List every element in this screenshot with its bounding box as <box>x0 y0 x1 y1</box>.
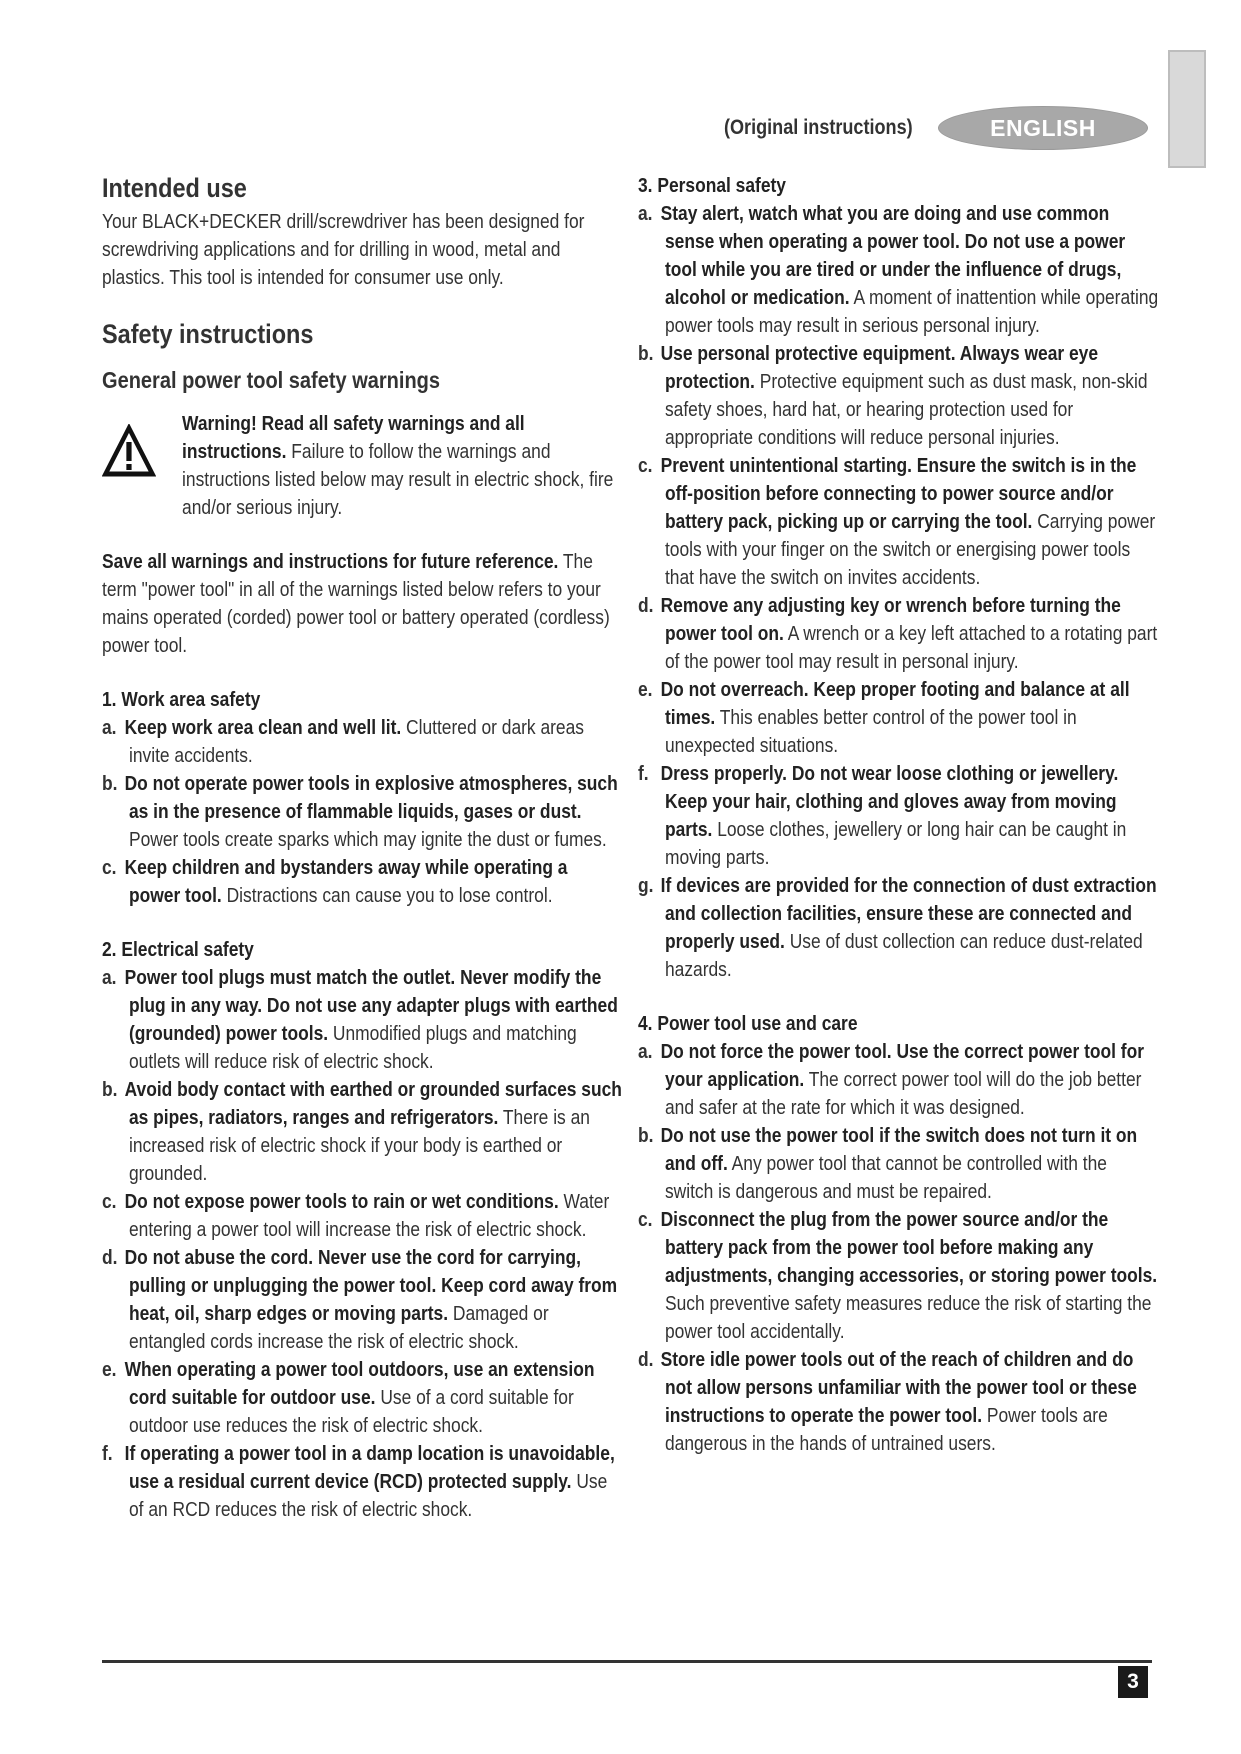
list-item: c. Do not expose power tools to rain or wet conditions. Water entering a power tool will increase the risk of electric shock. <box>102 1191 610 1241</box>
list-item: c. Prevent unintentional starting. Ensure the switch is in the off-position before connecting to power source and/or battery pack, picking up or carrying the tool. Carrying power tools with your finger on the switch or energising power tools that have the switch on invites accidents. <box>638 455 1156 589</box>
intended-use-text: Your BLACK+DECKER drill/screwdriver has been designed for screwdriving applications and for drilling in wood, metal and plastics. This tool is intended for consumer use only. <box>102 211 585 289</box>
language-badge: ENGLISH <box>938 106 1148 150</box>
general-warnings-heading: General power tool safety warnings <box>102 367 441 393</box>
list-item: a. Keep work area clean and well lit. Cluttered or dark areas invite accidents. <box>102 717 584 767</box>
left-column <box>102 172 622 1524</box>
electrical-safety-title: 2. Electrical safety <box>102 939 254 961</box>
side-language-tab <box>1168 50 1206 168</box>
list-item: d. Remove any adjusting key or wrench before turning the power tool on. A wrench or a key left attached to a rotating part of the power tool may result in personal injury. <box>638 595 1158 673</box>
list-item: b. Do not operate power tools in explosive atmospheres, such as in the presence of flammable liquids, gases or dust. Power tools create sparks which may ignite the dust or fumes. <box>102 773 618 851</box>
page-number: 3 <box>1118 1666 1148 1698</box>
warning-triangle-icon <box>102 410 182 522</box>
personal-safety-title: 3. Personal safety <box>638 175 786 197</box>
warning-block <box>102 410 622 522</box>
list-item: g. If devices are provided for the connection of dust extraction and collection facilities, ensure these are connected and properly used. Use of dust collection can reduce dust-related hazards. <box>638 875 1157 981</box>
page-header <box>724 104 1150 152</box>
original-instructions-label: (Original instructions) <box>724 116 913 139</box>
list-item: d. Store idle power tools out of the reach of children and do not allow persons unfamiliar with the power tool or these instructions to operate the power tool. Power tools are dangerous in the hands of untrained users. <box>638 1349 1137 1455</box>
list-item: f. If operating a power tool in a damp location is unavoidable, use a residual current device (RCD) protected supply. Use of an RCD reduces the risk of electric shock. <box>102 1443 615 1521</box>
save-instructions-text: Save all warnings and instructions for future reference. The term "power tool" in all of the warnings listed below refers to your mains operated (corded) power tool or battery operated (cordless) power tool. <box>102 551 610 657</box>
footer-divider <box>102 1660 1152 1663</box>
list-item: a. Stay alert, watch what you are doing and use common sense when operating a power tool. Do not use a power tool while you are tired or under the influence of drugs, alcohol or medication. A moment of inattention while operating power tools may result in serious personal injury. <box>638 203 1159 337</box>
list-item: f. Dress properly. Do not wear loose clothing or jewellery. Keep your hair, clothing and gloves away from moving parts. Loose clothes, jewellery or long hair can be caught in moving parts. <box>638 763 1127 869</box>
list-item: b. Do not use the power tool if the switch does not turn it on and off. Any power tool that cannot be controlled with the switch is dangerous and must be repaired. <box>638 1125 1138 1203</box>
list-item: e. Do not overreach. Keep proper footing and balance at all times. This enables better control of the power tool in unexpected situations. <box>638 679 1130 757</box>
list-item: d. Do not abuse the cord. Never use the cord for carrying, pulling or unplugging the power tool. Keep cord away from heat, oil, sharp edges or moving parts. Damaged or entangled cords increase the risk of electric shock. <box>102 1247 618 1353</box>
list-item: b. Avoid body contact with earthed or grounded surfaces such as pipes, radiators, ranges and refrigerators. There is an increased risk of electric shock if your body is earthed or grounded. <box>102 1079 622 1185</box>
right-column <box>638 172 1158 1458</box>
work-area-safety-title: 1. Work area safety <box>102 689 261 711</box>
tool-use-care-title: 4. Power tool use and care <box>638 1013 858 1035</box>
list-item: c. Disconnect the plug from the power source and/or the battery pack from the power tool before making any adjustments, changing accessories, or storing power tools. Such preventive safety measures reduce the risk of starting the power tool accidentally. <box>638 1209 1158 1343</box>
list-item: b. Use personal protective equipment. Always wear eye protection. Protective equipment such as dust mask, non-skid safety shoes, hard hat, or hearing protection used for appropriate conditions will reduce personal injuries. <box>638 343 1148 449</box>
list-item: a. Do not force the power tool. Use the correct power tool for your application. The correct power tool will do the job better and safer at the rate for which it was designed. <box>638 1041 1145 1119</box>
list-item: e. When operating a power tool outdoors, use an extension cord suitable for outdoor use. Use of a cord suitable for outdoor use reduces the risk of electric shock. <box>102 1359 595 1437</box>
list-item: c. Keep children and bystanders away while operating a power tool. Distractions can cause you to lose control. <box>102 857 568 907</box>
warning-text: Warning! Read all safety warnings and all instructions. Failure to follow the warnings and instructions listed below may result in electric shock, fire and/or serious injury. <box>182 413 614 519</box>
list-item: a. Power tool plugs must match the outlet. Never modify the plug in any way. Do not use any adapter plugs with earthed (grounded) power tools. Unmodified plugs and matching outlets will reduce risk of electric shock. <box>102 967 618 1073</box>
safety-instructions-heading: Safety instructions <box>102 319 314 349</box>
intended-use-heading: Intended use <box>102 173 247 203</box>
